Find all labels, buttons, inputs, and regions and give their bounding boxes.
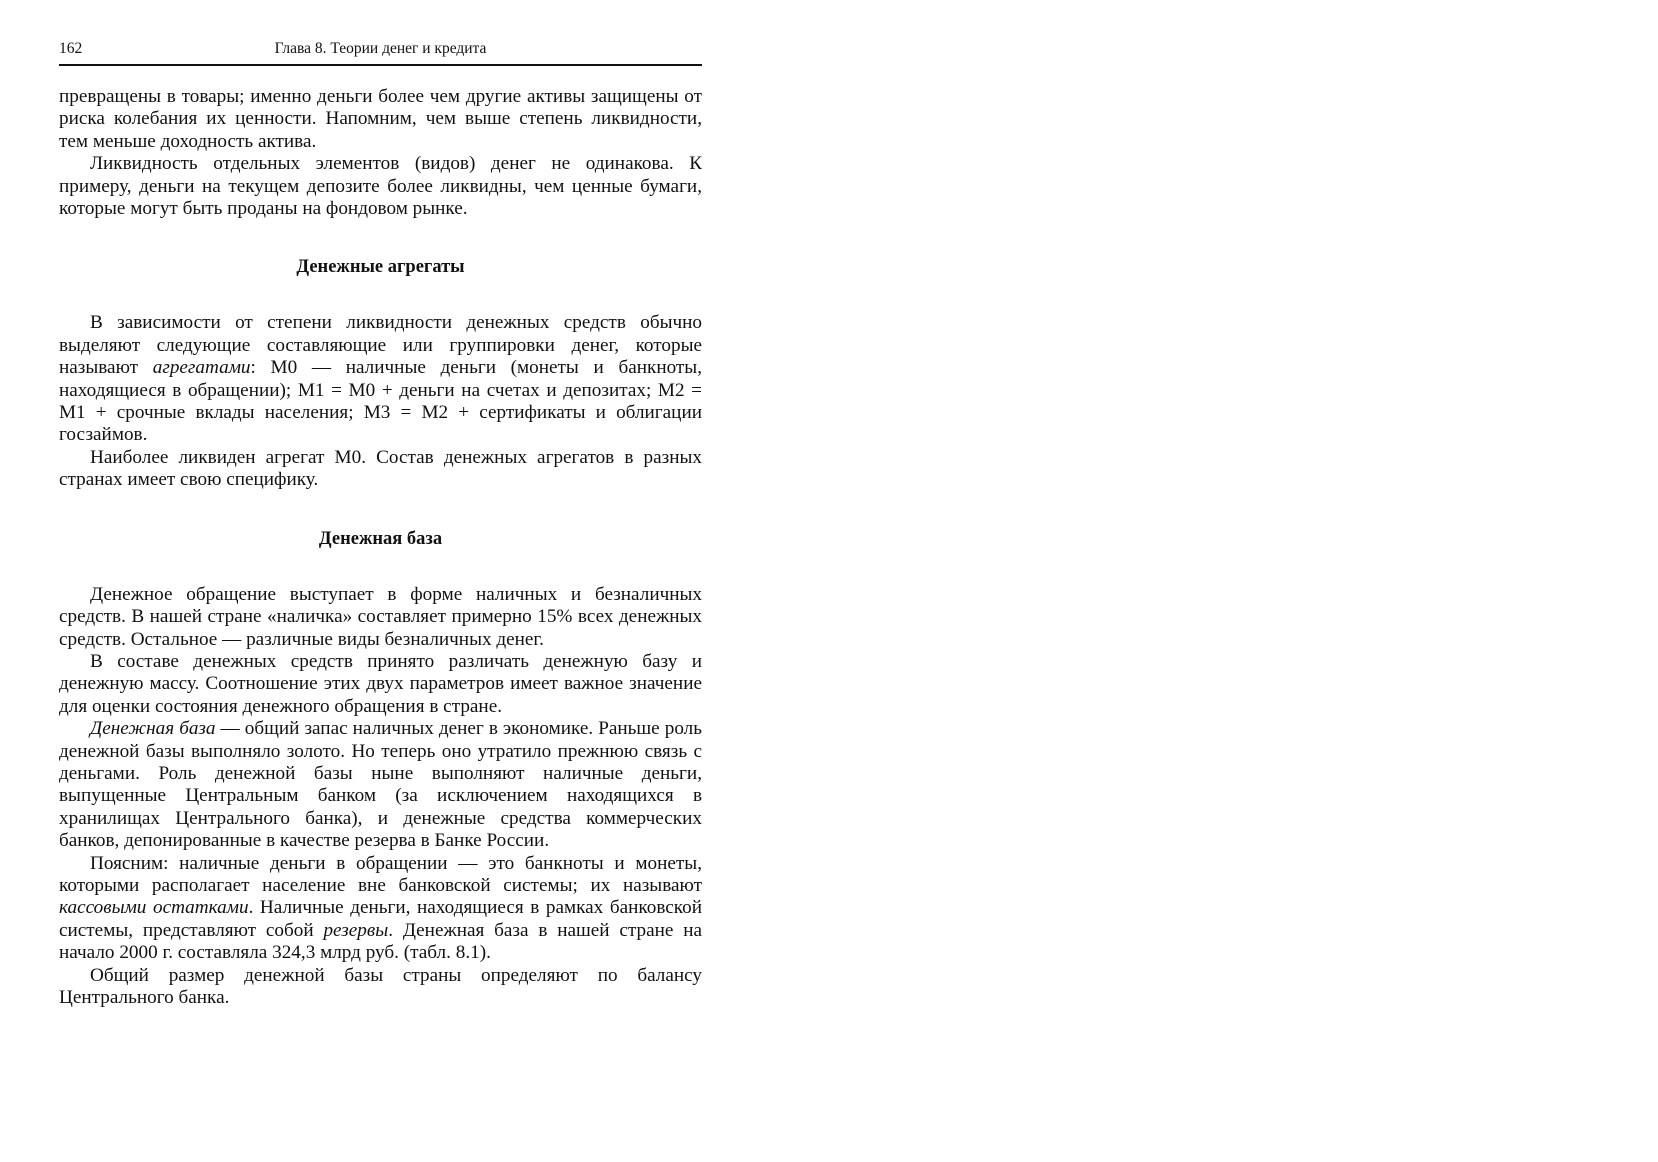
italic-term-monetary-base: Денежная база bbox=[90, 718, 216, 740]
paragraph-base-definition bbox=[59, 718, 702, 852]
paragraph-circulation: Денежное обращение выступает в форме наличных и безналичных средств. В нашей стране «наличка» составляет примерно 15% всех денежных средств. Остальное — различные виды безналичных денег. bbox=[59, 583, 702, 650]
book-page bbox=[59, 36, 702, 1009]
text-run: . Наличные деньги, находящиеся в рамках банковской системы, представляют собой bbox=[59, 897, 703, 941]
page-body bbox=[59, 86, 702, 1009]
text-run: — общий запас наличных денег в экономике. Раньше роль денежной базы выполняло золото. Но теперь оно утратило прежнюю связь с деньгами. Роль денежной базы ныне выполняют наличные деньги, выпущенные Центральным банком (за исключением находящихся в хранилищах Центрального банка), и денежные средства коммерческих банков, депонированные в качестве резерва в Банке России. bbox=[59, 718, 702, 852]
text-run: : М0 — наличные деньги (монеты и банкноты, находящиеся в обращении); М1 = М0 + деньги на счетах и депозитах; М2 = М1 + срочные вклады населения; М3 = М2 + сертификаты и облигации госзаймов. bbox=[59, 357, 703, 446]
page-number: 162 bbox=[59, 40, 83, 57]
italic-term-cash-balances: кассовыми остатками bbox=[59, 897, 249, 919]
paragraph-liquidity: Ликвидность отдельных элементов (видов) денег не одинакова. К примеру, деньги на текущем депозите более ликвидны, чем ценные бумаги, которые могут быть проданы на фондовом рынке. bbox=[59, 153, 702, 220]
paragraph-continuation: превращены в товары; именно деньги более чем другие активы защищены от риска колебания их ценности. Напомним, чем выше степень ликвидности, тем меньше доходность актива. bbox=[59, 86, 702, 152]
paragraph-aggregates-liquidity: Наиболее ликвиден агрегат М0. Состав денежных агрегатов в разных странах имеет свою специфику. bbox=[59, 446, 702, 491]
paragraph-base-size: Общий размер денежной базы страны определяют по балансу Центрального банка. bbox=[59, 964, 702, 1008]
text-run: . Денежная база в нашей стране на начало 2000 г. составляла 324,3 млрд руб. (табл. 8.1). bbox=[59, 919, 702, 964]
text-run: Поясним: наличные деньги в обращении — это банкноты и монеты, которыми располагает население вне банковской системы; их называют bbox=[59, 852, 702, 896]
section-heading-monetary-base: Денежная база bbox=[318, 528, 443, 549]
text-run: В зависимости от степени ликвидности денежных средств обычно выделяют следующие составляющие или группировки денег, которые называют bbox=[59, 312, 702, 379]
paragraph-aggregates-definition bbox=[59, 312, 702, 446]
chapter-title: Глава 8. Теории денег и кредита bbox=[274, 40, 487, 57]
paragraph-base-and-mass: В составе денежных средств принято различать денежную базу и денежную массу. Соотношение этих двух параметров имеет важное значение для оценки состояния денежного обращения в стране. bbox=[59, 650, 702, 717]
section-heading-aggregates: Денежные агрегаты bbox=[296, 257, 465, 278]
running-header bbox=[59, 36, 702, 66]
italic-term-aggregates: агрегатами bbox=[152, 357, 251, 379]
paragraph-cash-explanation bbox=[59, 853, 702, 965]
italic-term-reserves: резервы bbox=[323, 919, 389, 941]
